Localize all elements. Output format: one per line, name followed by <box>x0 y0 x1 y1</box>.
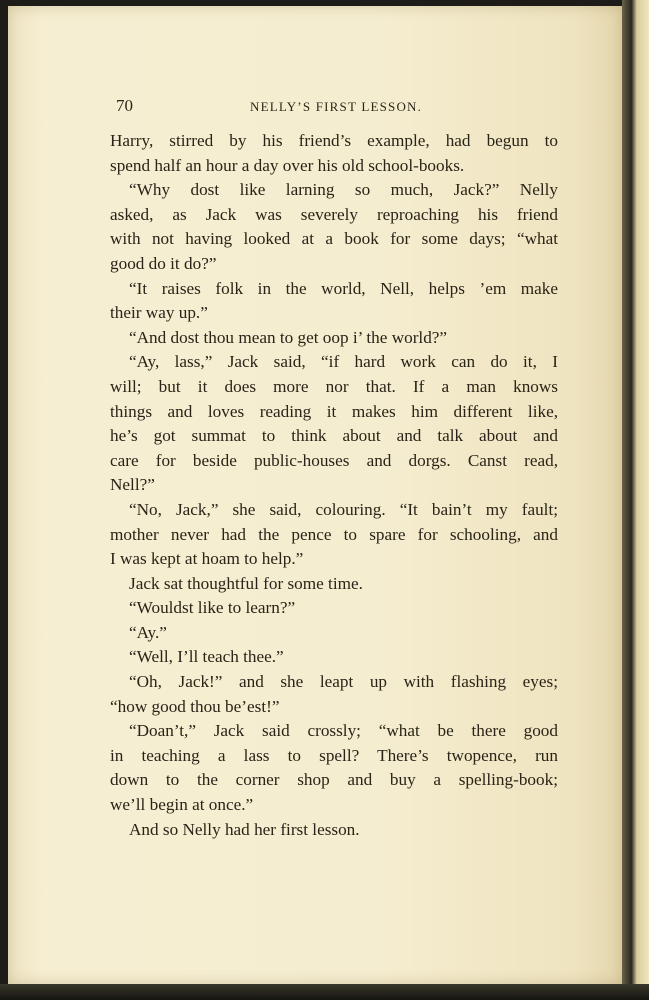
text-line: spend half an hour a day over his old school-books. <box>110 155 465 175</box>
text-line: he’s got summat to think about and talk about and <box>110 426 558 446</box>
text-line: will; but it does more nor that. If a man knows <box>110 376 558 396</box>
text-line: things and loves reading it makes him different like, <box>110 401 558 421</box>
text-line: Nell?” <box>110 475 155 495</box>
text-line: Jack sat thoughtful for some time. <box>129 573 363 593</box>
text-line: I was kept at hoam to help.” <box>110 549 304 569</box>
text-line: “No, Jack,” she said, colouring. “It bain’t my fault; <box>129 499 558 519</box>
text-line: care for beside public-houses and dorgs. Canst read, <box>110 450 558 470</box>
text-line: “how good thou be’est!” <box>110 696 280 716</box>
text-line: Harry, stirred by his friend’s example, had begun to <box>110 131 558 150</box>
text-line: good do it do?” <box>110 253 217 273</box>
text-line: “Ay.” <box>129 622 167 642</box>
text-line: “Doan’t,” Jack said crossly; “what be there good <box>129 721 558 741</box>
text-line: “Why dost like larning so much, Jack?” Nelly <box>129 180 558 200</box>
text-line: their way up.” <box>110 303 208 323</box>
text-line: “Well, I’ll teach thee.” <box>129 647 284 667</box>
text-line: “And dost thou mean to get oop i’ the world?” <box>129 327 448 347</box>
page-edge-right <box>622 0 649 1000</box>
text-line: “It raises folk in the world, Nell, helps ’em make <box>129 278 558 298</box>
page-number: 70 <box>116 96 133 115</box>
body-text <box>110 129 558 842</box>
text-line: with not having looked at a book for some days; “what <box>110 229 558 249</box>
text-line: asked, as Jack was severely reproaching his friend <box>110 204 558 224</box>
text-line: mother never had the pence to spare for schooling, and <box>110 524 558 544</box>
running-title: NELLY’S FIRST LESSON. <box>250 99 423 114</box>
text-line: we’ll begin at once.” <box>110 795 254 815</box>
text-line: “Wouldst like to learn?” <box>129 598 296 618</box>
page-edge-bottom <box>0 984 649 1000</box>
text-line: And so Nelly had her first lesson. <box>129 819 360 839</box>
text-line: down to the corner shop and buy a spelling-book; <box>110 770 558 790</box>
text-line: “Ay, lass,” Jack said, “if hard work can do it, I <box>129 352 558 372</box>
running-head <box>116 96 560 120</box>
text-line: in teaching a lass to spell? There’s twopence, run <box>110 745 558 765</box>
text-line: “Oh, Jack!” and she leapt up with flashing eyes; <box>129 672 558 692</box>
